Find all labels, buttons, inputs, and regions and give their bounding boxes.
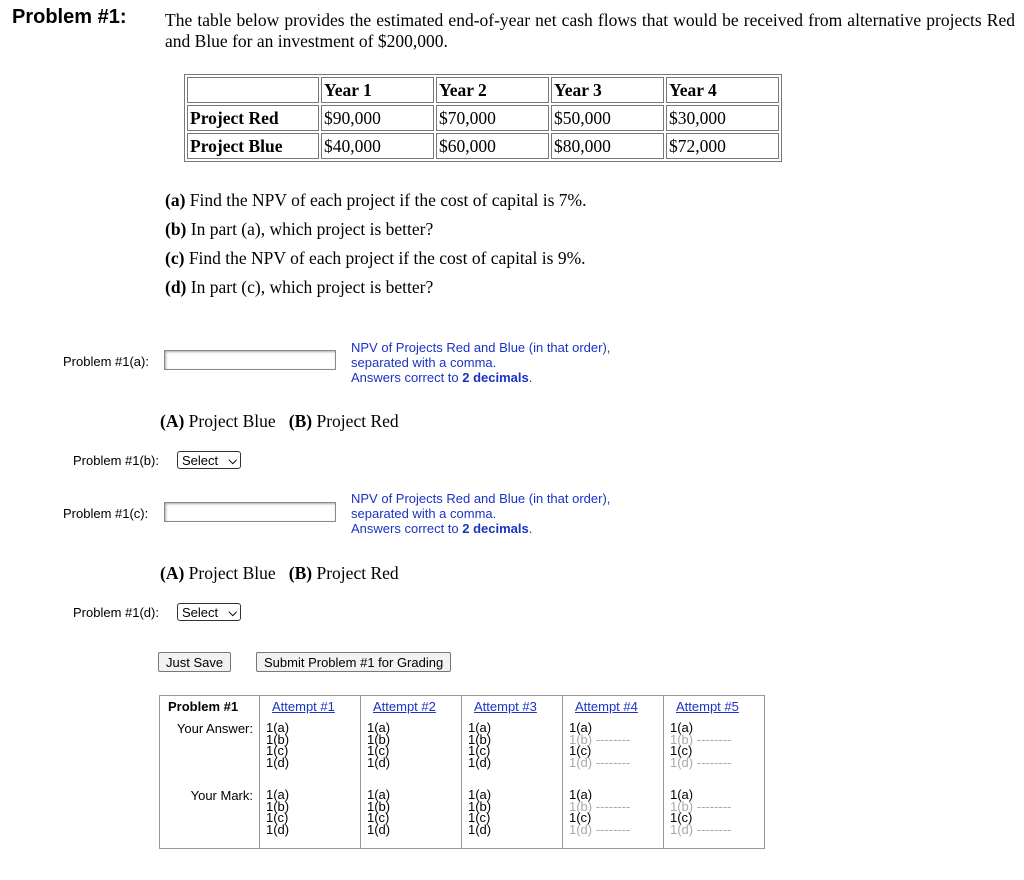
answer-b-select[interactable]: Select ⌵ (177, 451, 241, 469)
chevron-down-icon: ⌵ (228, 607, 237, 619)
attempt-2-link[interactable]: Attempt #2 (373, 699, 436, 714)
your-answer-label: Your Answer: (176, 721, 253, 736)
table-cell: $60,000 (436, 133, 549, 159)
attempt-2-marks: 1(a) 1(b) 1(c) 1(d) (367, 787, 391, 837)
attempts-table (159, 695, 765, 849)
question-b: (b) In part (a), which project is better? (165, 219, 434, 239)
problem-intro: The table below provides the estimated end-of-year net cash flows that would be received from alternative projects Red and Blue for an investment of $200,000. (165, 10, 1015, 51)
table-cell: $80,000 (551, 133, 664, 159)
answer-a-label: Problem #1(a): (63, 354, 149, 369)
table-row (187, 105, 779, 131)
table-header-cell: Year 2 (436, 77, 549, 103)
table-cell: $40,000 (321, 133, 434, 159)
table-cell: $90,000 (321, 105, 434, 131)
attempt-column (259, 696, 360, 848)
answer-a-hint: NPV of Projects Red and Blue (in that order), separated with a comma. Answers correct to 2 decimals. (351, 340, 611, 385)
attempt-4-marks: 1(a) 1(b) -------- 1(c) 1(d) -------- (569, 787, 631, 837)
question-a: (a) Find the NPV of each project if the cost of capital is 7%. (165, 190, 587, 210)
attempt-column (562, 696, 663, 848)
attempt-3-marks: 1(a) 1(b) 1(c) 1(d) (468, 787, 492, 837)
table-cell: $30,000 (666, 105, 779, 131)
attempts-corner: Problem #1 (168, 699, 239, 714)
question-c: (c) Find the NPV of each project if the cost of capital is 9%. (165, 248, 586, 268)
attempt-3-link[interactable]: Attempt #3 (474, 699, 537, 714)
table-corner-cell (187, 77, 319, 103)
table-row (187, 133, 779, 159)
submit-button[interactable]: Submit Problem #1 for Grading (256, 652, 451, 672)
chevron-down-icon: ⌵ (228, 455, 237, 467)
attempt-column (360, 696, 461, 848)
attempt-1-link[interactable]: Attempt #1 (272, 699, 335, 714)
table-header-cell: Year 4 (666, 77, 779, 103)
problem-title: Problem #1: (12, 6, 127, 28)
attempt-1-answers: 1(a) 1(b) 1(c) 1(d) (266, 720, 290, 770)
attempt-column (461, 696, 562, 848)
table-cell: $50,000 (551, 105, 664, 131)
answer-c-input[interactable] (164, 502, 336, 522)
attempt-4-answers: 1(a) 1(b) -------- 1(c) 1(d) -------- (569, 720, 631, 770)
table-header-cell: Year 3 (551, 77, 664, 103)
attempt-2-answers: 1(a) 1(b) 1(c) 1(d) (367, 720, 391, 770)
attempt-4-link[interactable]: Attempt #4 (575, 699, 638, 714)
answer-a-input[interactable] (164, 350, 336, 370)
attempt-5-answers: 1(a) 1(b) -------- 1(c) 1(d) -------- (670, 720, 732, 770)
answer-c-label: Problem #1(c): (63, 506, 149, 521)
table-cell: $72,000 (666, 133, 779, 159)
table-header-cell: Year 1 (321, 77, 434, 103)
attempt-5-marks: 1(a) 1(b) -------- 1(c) 1(d) -------- (670, 787, 732, 837)
table-cell: $70,000 (436, 105, 549, 131)
attempt-1-marks: 1(a) 1(b) 1(c) 1(d) (266, 787, 290, 837)
attempt-3-answers: 1(a) 1(b) 1(c) 1(d) (468, 720, 492, 770)
attempt-column (663, 696, 765, 848)
your-mark-label: Your Mark: (190, 788, 253, 803)
row-label: Project Red (187, 105, 319, 131)
choices-d: (A) Project Blue (B) Project Red (160, 563, 399, 583)
answer-d-label: Problem #1(d): (73, 605, 159, 620)
attempts-label-column (160, 696, 259, 848)
answer-d-select[interactable]: Select ⌵ (177, 603, 241, 621)
choices-b: (A) Project Blue (B) Project Red (160, 411, 399, 431)
answer-c-hint: NPV of Projects Red and Blue (in that order), separated with a comma. Answers correct to 2 decimals. (351, 491, 611, 536)
table-header-row (187, 77, 779, 103)
row-label: Project Blue (187, 133, 319, 159)
cash-flow-table (184, 74, 782, 162)
attempt-5-link[interactable]: Attempt #5 (676, 699, 739, 714)
question-d: (d) In part (c), which project is better? (165, 277, 434, 297)
answer-b-label: Problem #1(b): (73, 453, 159, 468)
just-save-button[interactable]: Just Save (158, 652, 231, 672)
